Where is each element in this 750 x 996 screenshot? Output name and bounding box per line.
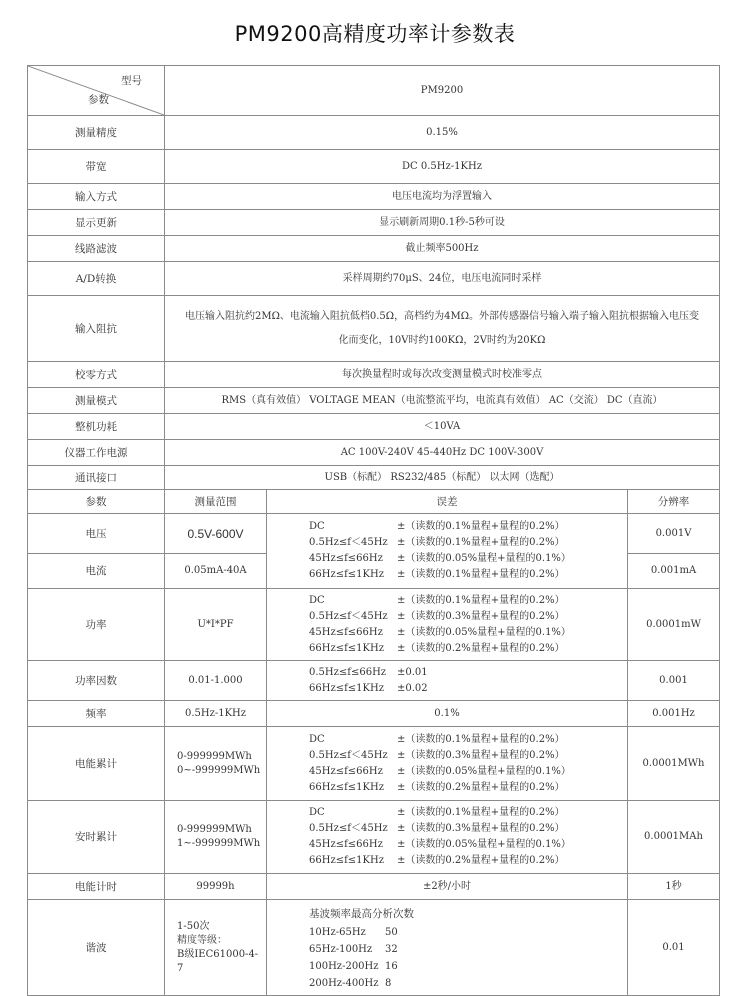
spec-label: 输入阻抗 xyxy=(28,296,165,362)
param-col-header: 参数 xyxy=(28,490,165,514)
error-description: ±（读数的0.05%量程+量程的0.1%） xyxy=(397,839,571,850)
harmonic-label: 谐波 xyxy=(28,900,165,996)
harmonic-bands xyxy=(267,924,627,992)
error-line xyxy=(267,837,627,853)
error-condition: DC xyxy=(309,521,325,532)
spec-row xyxy=(28,414,720,440)
harmonic-range-line: 1-50次 xyxy=(177,920,210,932)
harmonic-error-title: 基波频率最高分析次数 xyxy=(309,907,414,920)
error-condition: DC xyxy=(309,594,325,606)
error-condition: DC xyxy=(309,733,325,745)
error-description: ±（读数的0.2%量程+量程的0.2%） xyxy=(397,781,565,793)
range-col-header: 测量范围 xyxy=(165,490,267,514)
spec-label: 输入方式 xyxy=(28,184,165,210)
error-condition: 66Hz≤f≤1KHz xyxy=(309,569,384,580)
freq-resolution: 0.001Hz xyxy=(628,701,720,727)
corner-cell xyxy=(28,66,165,116)
spec-label: 校零方式 xyxy=(28,362,165,388)
spec-value: 电压电流均为浮置输入 xyxy=(165,184,720,210)
spec-row xyxy=(28,466,720,490)
pf-range: 0.01-1.000 xyxy=(165,661,267,701)
error-description: ±（读数的0.05%量程+量程的0.1%） xyxy=(397,553,571,564)
error-description: ±（读数的0.1%量程+量程的0.2%） xyxy=(397,807,565,818)
power-range: U*I*PF xyxy=(165,589,267,661)
ah-range xyxy=(165,801,267,874)
harmonic-range-line: B级IEC61000-4-7 xyxy=(177,948,259,974)
diagonal-line xyxy=(28,66,164,115)
error-line xyxy=(267,551,627,567)
error-condition: 45Hz≤f≤66Hz xyxy=(309,553,383,564)
harmonic-band: 65Hz-100Hz xyxy=(309,943,373,955)
error-line xyxy=(267,732,627,748)
freq-row xyxy=(28,701,720,727)
spec-value: 0.15% xyxy=(165,116,720,150)
error-condition: 0.5Hz≤f＜45Hz xyxy=(309,749,388,761)
param-section xyxy=(28,490,720,996)
energy-range-line: 0-999999MWh xyxy=(177,750,252,762)
harmonic-count: 32 xyxy=(385,943,398,955)
harmonic-error xyxy=(267,900,628,996)
spec-value: 采样周期约70μS、24位，电压电流同时采样 xyxy=(165,262,720,296)
spec-value: 截止频率500Hz xyxy=(165,236,720,262)
error-col-header: 误差 xyxy=(267,490,628,514)
model-name: PM9200 xyxy=(165,66,720,116)
error-description: ±（读数的0.3%量程+量程的0.2%） xyxy=(397,823,565,834)
harmonic-count: 8 xyxy=(385,977,392,989)
spec-label: 通讯接口 xyxy=(28,466,165,490)
ah-row xyxy=(28,801,720,874)
ah-range-line: 0-999999MWh xyxy=(177,824,252,835)
voltage-label: 电压 xyxy=(28,514,165,554)
timer-error: ±2秒/小时 xyxy=(267,874,628,900)
error-description: ±（读数的0.1%量程+量程的0.2%） xyxy=(397,537,565,548)
energy-label: 电能累计 xyxy=(28,727,165,801)
spec-row xyxy=(28,296,720,362)
spec-row xyxy=(28,150,720,184)
voltage-row xyxy=(28,514,720,554)
spec-row xyxy=(28,116,720,150)
error-line xyxy=(267,567,627,583)
freq-error: 0.1% xyxy=(267,701,628,727)
page-title: PM9200高精度功率计参数表 xyxy=(234,22,516,46)
corner-param-label: 参数 xyxy=(88,94,109,106)
power-row xyxy=(28,589,720,661)
spec-rows xyxy=(28,116,720,490)
param-header-row xyxy=(28,490,720,514)
error-description: ±（读数的0.1%量程+量程的0.2%） xyxy=(397,521,565,532)
energy-range-line: 0~-999999MWh xyxy=(177,764,261,776)
ah-error xyxy=(267,801,628,874)
spec-label: 线路滤波 xyxy=(28,236,165,262)
error-line xyxy=(267,780,627,796)
energy-resolution: 0.0001MWh xyxy=(628,727,720,801)
energy-error xyxy=(267,727,628,801)
harmonic-band-row xyxy=(267,958,627,975)
error-line xyxy=(267,593,627,609)
spec-value: 显示刷新周期0.1秒-5秒可设 xyxy=(165,210,720,236)
spec-label: A/D转换 xyxy=(28,262,165,296)
error-description: ±（读数的0.1%量程+量程的0.2%） xyxy=(397,733,565,745)
harmonic-band: 10Hz-65Hz xyxy=(309,926,366,938)
spec-label: 测量精度 xyxy=(28,116,165,150)
spec-label: 仪器工作电源 xyxy=(28,440,165,466)
harmonic-band: 200Hz-400Hz xyxy=(309,977,379,989)
spec-row xyxy=(28,362,720,388)
error-condition: 0.5Hz≤f≤66Hz xyxy=(309,666,387,678)
spec-value: RMS（真有效值） VOLTAGE MEAN（电流整流平均，电流真有效值） AC（交流） DC（直流） xyxy=(165,388,720,414)
error-description: ±0.02 xyxy=(397,682,428,694)
error-line xyxy=(267,665,627,681)
error-description: ±（读数的0.2%量程+量程的0.2%） xyxy=(397,642,565,654)
error-line xyxy=(267,641,627,657)
harmonic-resolution: 0.01 xyxy=(628,900,720,996)
error-condition: 0.5Hz≤f＜45Hz xyxy=(309,537,388,548)
ah-resolution: 0.0001MAh xyxy=(628,801,720,874)
error-condition: 66Hz≤f≤1KHz xyxy=(309,855,384,866)
harmonic-band-row xyxy=(267,924,627,941)
error-line xyxy=(267,805,627,821)
error-line xyxy=(267,609,627,625)
error-description: ±0.01 xyxy=(397,666,428,678)
spec-row xyxy=(28,440,720,466)
error-line xyxy=(267,535,627,551)
error-description: ±（读数的0.3%量程+量程的0.2%） xyxy=(397,749,565,761)
error-condition: 45Hz≤f≤66Hz xyxy=(309,626,383,638)
error-condition: 0.5Hz≤f＜45Hz xyxy=(309,610,388,622)
voltage-resolution: 0.001V xyxy=(628,514,720,554)
error-line xyxy=(267,681,627,697)
spec-table xyxy=(27,65,720,996)
error-condition: 0.5Hz≤f＜45Hz xyxy=(309,823,388,834)
error-condition: 66Hz≤f≤1KHz xyxy=(309,781,384,793)
timer-label: 电能计时 xyxy=(28,874,165,900)
error-description: ±（读数的0.1%量程+量程的0.2%） xyxy=(397,569,565,580)
power-error xyxy=(267,589,628,661)
energy-row xyxy=(28,727,720,801)
error-condition: DC xyxy=(309,807,325,818)
timer-row xyxy=(28,874,720,900)
error-condition: 66Hz≤f≤1KHz xyxy=(309,682,384,694)
harmonic-band-row xyxy=(267,975,627,992)
error-description: ±（读数的0.2%量程+量程的0.2%） xyxy=(397,855,565,866)
harmonic-range xyxy=(165,900,267,996)
harmonic-count: 16 xyxy=(385,960,398,972)
current-label: 电流 xyxy=(28,554,165,589)
ah-label: 安时累计 xyxy=(28,801,165,874)
spec-value: 电压输入阻抗约2MΩ、电流输入阻抗低档0.5Ω，高档约为4MΩ。外部传感器信号输入端子输入阻抗根据输入电压变化而变化，10V时约100KΩ，2V时约为20KΩ xyxy=(165,296,720,362)
spec-value: USB（标配） RS232/485（标配） 以太网（选配） xyxy=(165,466,720,490)
spec-label: 显示更新 xyxy=(28,210,165,236)
spec-label: 整机功耗 xyxy=(28,414,165,440)
spec-value: ＜10VA xyxy=(165,414,720,440)
energy-range xyxy=(165,727,267,801)
spec-value: AC 100V-240V 45-440Hz DC 100V-300V xyxy=(165,440,720,466)
spec-row xyxy=(28,262,720,296)
harmonic-range-line: 精度等级： xyxy=(177,934,227,946)
error-condition: 45Hz≤f≤66Hz xyxy=(309,839,383,850)
error-line xyxy=(267,519,627,535)
error-description: ±（读数的0.1%量程+量程的0.2%） xyxy=(397,594,565,606)
error-line xyxy=(267,764,627,780)
current-resolution: 0.001mA xyxy=(628,554,720,589)
pf-row xyxy=(28,661,720,701)
timer-range: 99999h xyxy=(165,874,267,900)
spec-row xyxy=(28,236,720,262)
harmonic-row xyxy=(28,900,720,996)
harmonic-band: 100Hz-200Hz xyxy=(309,960,379,972)
error-line xyxy=(267,748,627,764)
error-line xyxy=(267,821,627,837)
spec-label: 测量模式 xyxy=(28,388,165,414)
resolution-col-header: 分辨率 xyxy=(628,490,720,514)
power-label: 功率 xyxy=(28,589,165,661)
error-description: ±（读数的0.05%量程+量程的0.1%） xyxy=(397,765,571,777)
corner-model-label: 型号 xyxy=(121,75,142,87)
current-range: 0.05mA-40A xyxy=(165,554,267,589)
harmonic-count: 50 xyxy=(385,926,398,938)
error-condition: 45Hz≤f≤66Hz xyxy=(309,765,383,777)
error-description: ±（读数的0.3%量程+量程的0.2%） xyxy=(397,610,565,622)
power-resolution: 0.0001mW xyxy=(628,589,720,661)
pf-label: 功率因数 xyxy=(28,661,165,701)
pf-resolution: 0.001 xyxy=(628,661,720,701)
spec-row xyxy=(28,210,720,236)
error-description: ±（读数的0.05%量程+量程的0.1%） xyxy=(397,626,571,638)
spec-value: DC 0.5Hz-1KHz xyxy=(165,150,720,184)
ah-range-line: 1~-999999MWh xyxy=(177,838,261,849)
spec-value: 每次换量程时或每次改变测量模式时校准零点 xyxy=(165,362,720,388)
voltage-range: 0.5V-600V xyxy=(165,514,267,554)
header-row xyxy=(28,66,720,116)
error-line xyxy=(267,853,627,869)
spec-row xyxy=(28,388,720,414)
spec-label: 带宽 xyxy=(28,150,165,184)
freq-label: 频率 xyxy=(28,701,165,727)
error-condition: 66Hz≤f≤1KHz xyxy=(309,642,384,654)
pf-error xyxy=(267,661,628,701)
spec-row xyxy=(28,184,720,210)
timer-resolution: 1秒 xyxy=(628,874,720,900)
voltage-current-error xyxy=(267,514,628,589)
freq-range: 0.5Hz-1KHz xyxy=(165,701,267,727)
harmonic-band-row xyxy=(267,941,627,958)
error-line xyxy=(267,625,627,641)
